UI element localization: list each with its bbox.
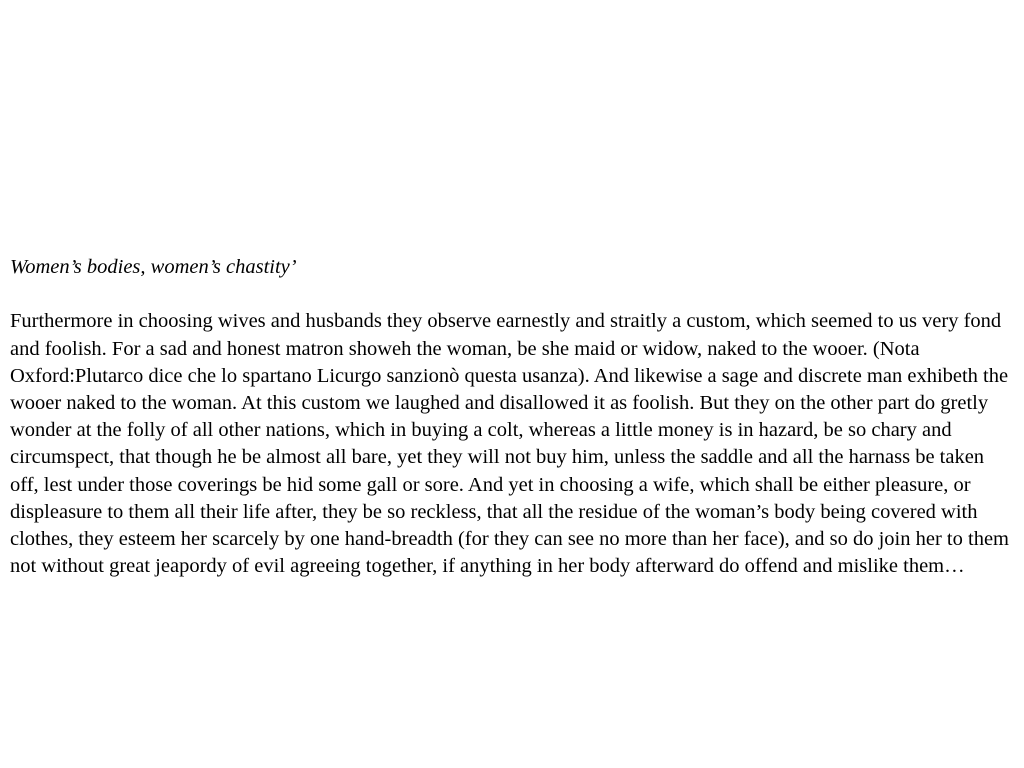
document-paragraph: Furthermore in choosing wives and husbands they observe earnestly and straitly a custom, which seemed to us very fond and foolish. For a sad and honest matron showeh the woman, be she maid or widow, naked to the wooer. (Nota Oxford:Plutarco dice che lo spartano Licurgo sanzionò questa usanza). And likewise a sage and discrete man exhibeth the wooer naked to the woman. At this custom we laughed and disallowed it as foolish. But they on the other part do gretly wonder at the folly of all other nations, which in buying a colt, whereas a little money is in hazard, be so chary and circumspect, that though he be almost all bare, yet they will not buy him, unless the saddle and all the harnass be taken off, lest under those coverings be hid some gall or sore. And yet in choosing a wife, which shall be either pleasure, or displeasure to them all their life after, they be so reckless, that all the residue of the woman’s body being covered with clothes, they esteem her scarcely by one hand-breadth (for they can see no more than her face), and so do join her to them not without great jeapordy of evil agreeing together, if anything in her body afterward do offend and mislike them… — [10, 310, 1009, 578]
paragraph-spacer — [10, 281, 1010, 308]
document-content — [10, 254, 1010, 580]
document-title: Women’s bodies, women’s chastity’ — [10, 256, 297, 278]
